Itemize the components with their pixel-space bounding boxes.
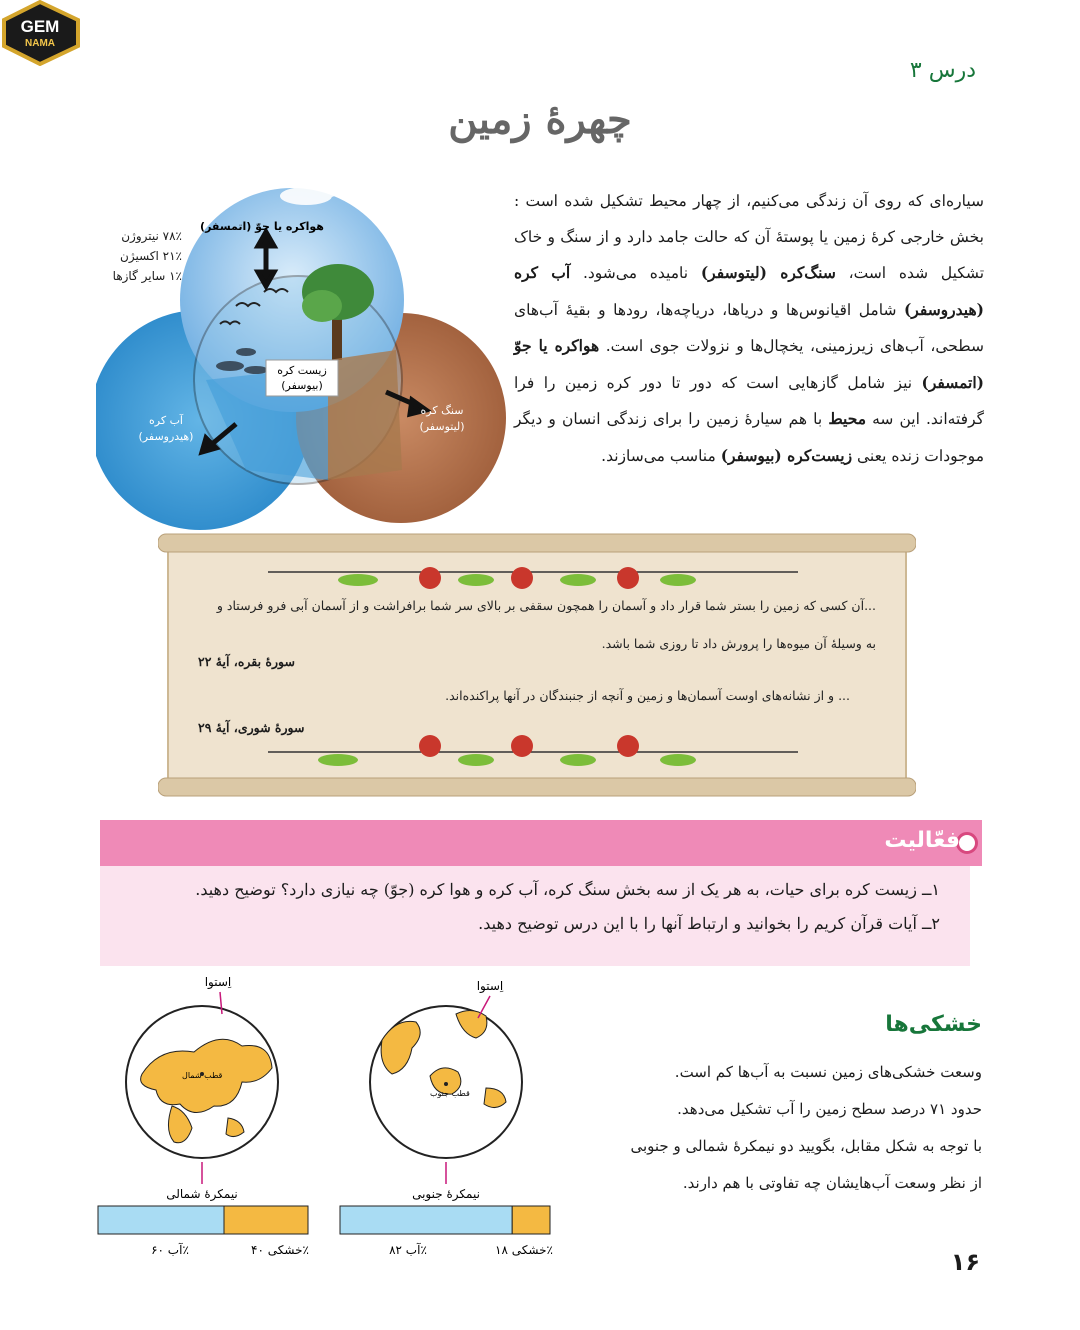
gas-composition-legend [86, 226, 182, 286]
biosphere-term: زیست‌کره (بیوسفر) [720, 445, 853, 465]
dryland-line: وسعت خشکی‌های زمین نسبت به آب‌ها کم است. [674, 1063, 982, 1081]
water-segment [340, 1206, 512, 1234]
north-equator-label: اِستوا [204, 975, 232, 989]
south-land-percent: خشکی ۱۸٪ [495, 1243, 553, 1257]
intro-text: نیز شامل گازهایی است که دور تا دور کره زمین را فرا گرفته‌اند. این سه [514, 373, 984, 428]
north-land-percent: خشکی ۴۰٪ [251, 1243, 309, 1257]
lesson-label: درس ۳ [909, 58, 976, 83]
atmosphere-term: هواکره یا جوّ (اتمسفر) [514, 336, 984, 392]
north-water-land-bar [98, 1206, 308, 1234]
land-segment [512, 1206, 550, 1234]
verse-1-line-2: به وسیلهٔ آن میوه‌ها را پرورش داد تا روزی شما باشد. [601, 636, 876, 651]
activity-header [100, 820, 982, 866]
north-hemisphere-name: نیمکرهٔ شمالی [166, 1187, 238, 1201]
lithosphere-term: سنگ‌کره (لیتوسفر) [700, 263, 836, 282]
dryland-line: حدود ۷۱ درصد سطح زمین را آب تشکیل می‌دهد. [677, 1100, 982, 1118]
south-pole-label: قطب جنوب [430, 1089, 470, 1098]
intro-text: نامیده می‌شود. [582, 264, 689, 282]
logo-text-1: GEM [20, 17, 60, 36]
dryland-line: با توجه به شکل مقابل، بگویید دو نیمکرهٔ شمالی و جنوبی [630, 1137, 982, 1155]
hemispheres-figure [90, 970, 560, 1270]
dryland-line: از نظر وسعت آب‌هایشان چه تفاوتی با هم دارند. [682, 1174, 982, 1192]
hydrosphere-label-1: آب کره [149, 414, 183, 427]
water-segment [98, 1206, 224, 1234]
intro-text: با هم سیارهٔ زمین را برای زندگی انسان و دیگر موجودات زنده یعنی [514, 410, 984, 465]
gas-oxygen: ۲۱٪ اکسیژن [120, 249, 182, 263]
environment-term: محیط [828, 409, 867, 428]
gemnama-logo [0, 0, 82, 66]
intro-text: سیاره‌ای که روی آن زندگی می‌کنیم، از چهار محیط تشکیل شده است : بخش خارجی کرهٔ زمین یا پوستهٔ آن که حالت جامد دارد و از سنگ و خاک تشکیل شده است، [514, 192, 985, 282]
north-hemisphere-globe [126, 1006, 278, 1158]
page-title: چهرهٔ زمین [448, 96, 632, 143]
quran-verse-scroll [158, 532, 916, 798]
land-segment [224, 1206, 308, 1234]
south-water-land-bar [340, 1206, 550, 1234]
section-heading-dryland: خشکی‌ها [885, 1012, 982, 1037]
north-pole-label: قطب شمال [182, 1071, 223, 1080]
activity-title: فعّالیت [884, 828, 960, 853]
south-hemisphere-name: نیمکرهٔ جنوبی [412, 1187, 480, 1201]
hydrosphere-label-2: (هیدروسفر) [138, 430, 194, 443]
dryland-paragraph [562, 1054, 982, 1202]
intro-text: مناسب می‌سازند. [601, 446, 716, 465]
gas-other: ۱٪ سایر گازها [112, 269, 182, 283]
intro-text: شامل اقیانوس‌ها و دریاها، دریاچه‌ها، رودها و بقیهٔ آب‌های سطحی، آب‌های زیرزمینی، یخچال‌ها و نزولات جوی است. [514, 300, 984, 355]
verse-2-source: سورهٔ شوری، آیهٔ ۲۹ [198, 720, 305, 735]
verse-1-line-1: ...آن کسی که زمین را بستر شما قرار داد و آسمان را همچون سقفی بر بالای سر شما برافراشت و از آسمان آبی فرو فرستاد و [216, 598, 876, 613]
logo-text-2: NAMA [25, 38, 55, 49]
verse-1-source: سورهٔ بقره، آیهٔ ۲۲ [198, 654, 295, 669]
south-equator-label: اِستوا [476, 979, 504, 993]
gas-nitrogen: ۷۸٪ نیتروژن [121, 229, 182, 243]
north-water-percent: آب ۶۰٪ [151, 1243, 189, 1257]
atmosphere-label: هواکره یا جوّ (اتمسفر) [200, 220, 324, 233]
lithosphere-label-1: سنگ کره [420, 404, 464, 417]
intro-paragraph [514, 184, 984, 474]
lithosphere-label-2: (لیتوسفر) [419, 420, 465, 433]
biosphere-label-2: (بیوسفر) [281, 379, 323, 392]
south-water-percent: آب ۸۲٪ [389, 1243, 427, 1257]
south-hemisphere-globe [370, 1006, 522, 1158]
hydrosphere-term: آب کره (هیدروسفر) [514, 263, 984, 319]
page-number: ۱۶ [950, 1248, 980, 1276]
activity-question-2: ۲ــ آیات قرآن کریم را بخوانید و ارتباط آنها را با این درس توضیح دهید. [478, 914, 940, 933]
verse-2: ... و از نشانه‌های اوست آسمان‌ها و زمین و آنچه از جنبندگان در آنها پراکنده‌اند. [445, 688, 850, 703]
biosphere-label-1: زیست کره [277, 364, 327, 377]
activity-question-1: ۱ــ زیست کره برای حیات، به هر یک از سه بخش سنگ کره، آب کره و هوا کره (جوّ) چه نیازی دارد؟ توضیح دهید. [195, 880, 940, 899]
